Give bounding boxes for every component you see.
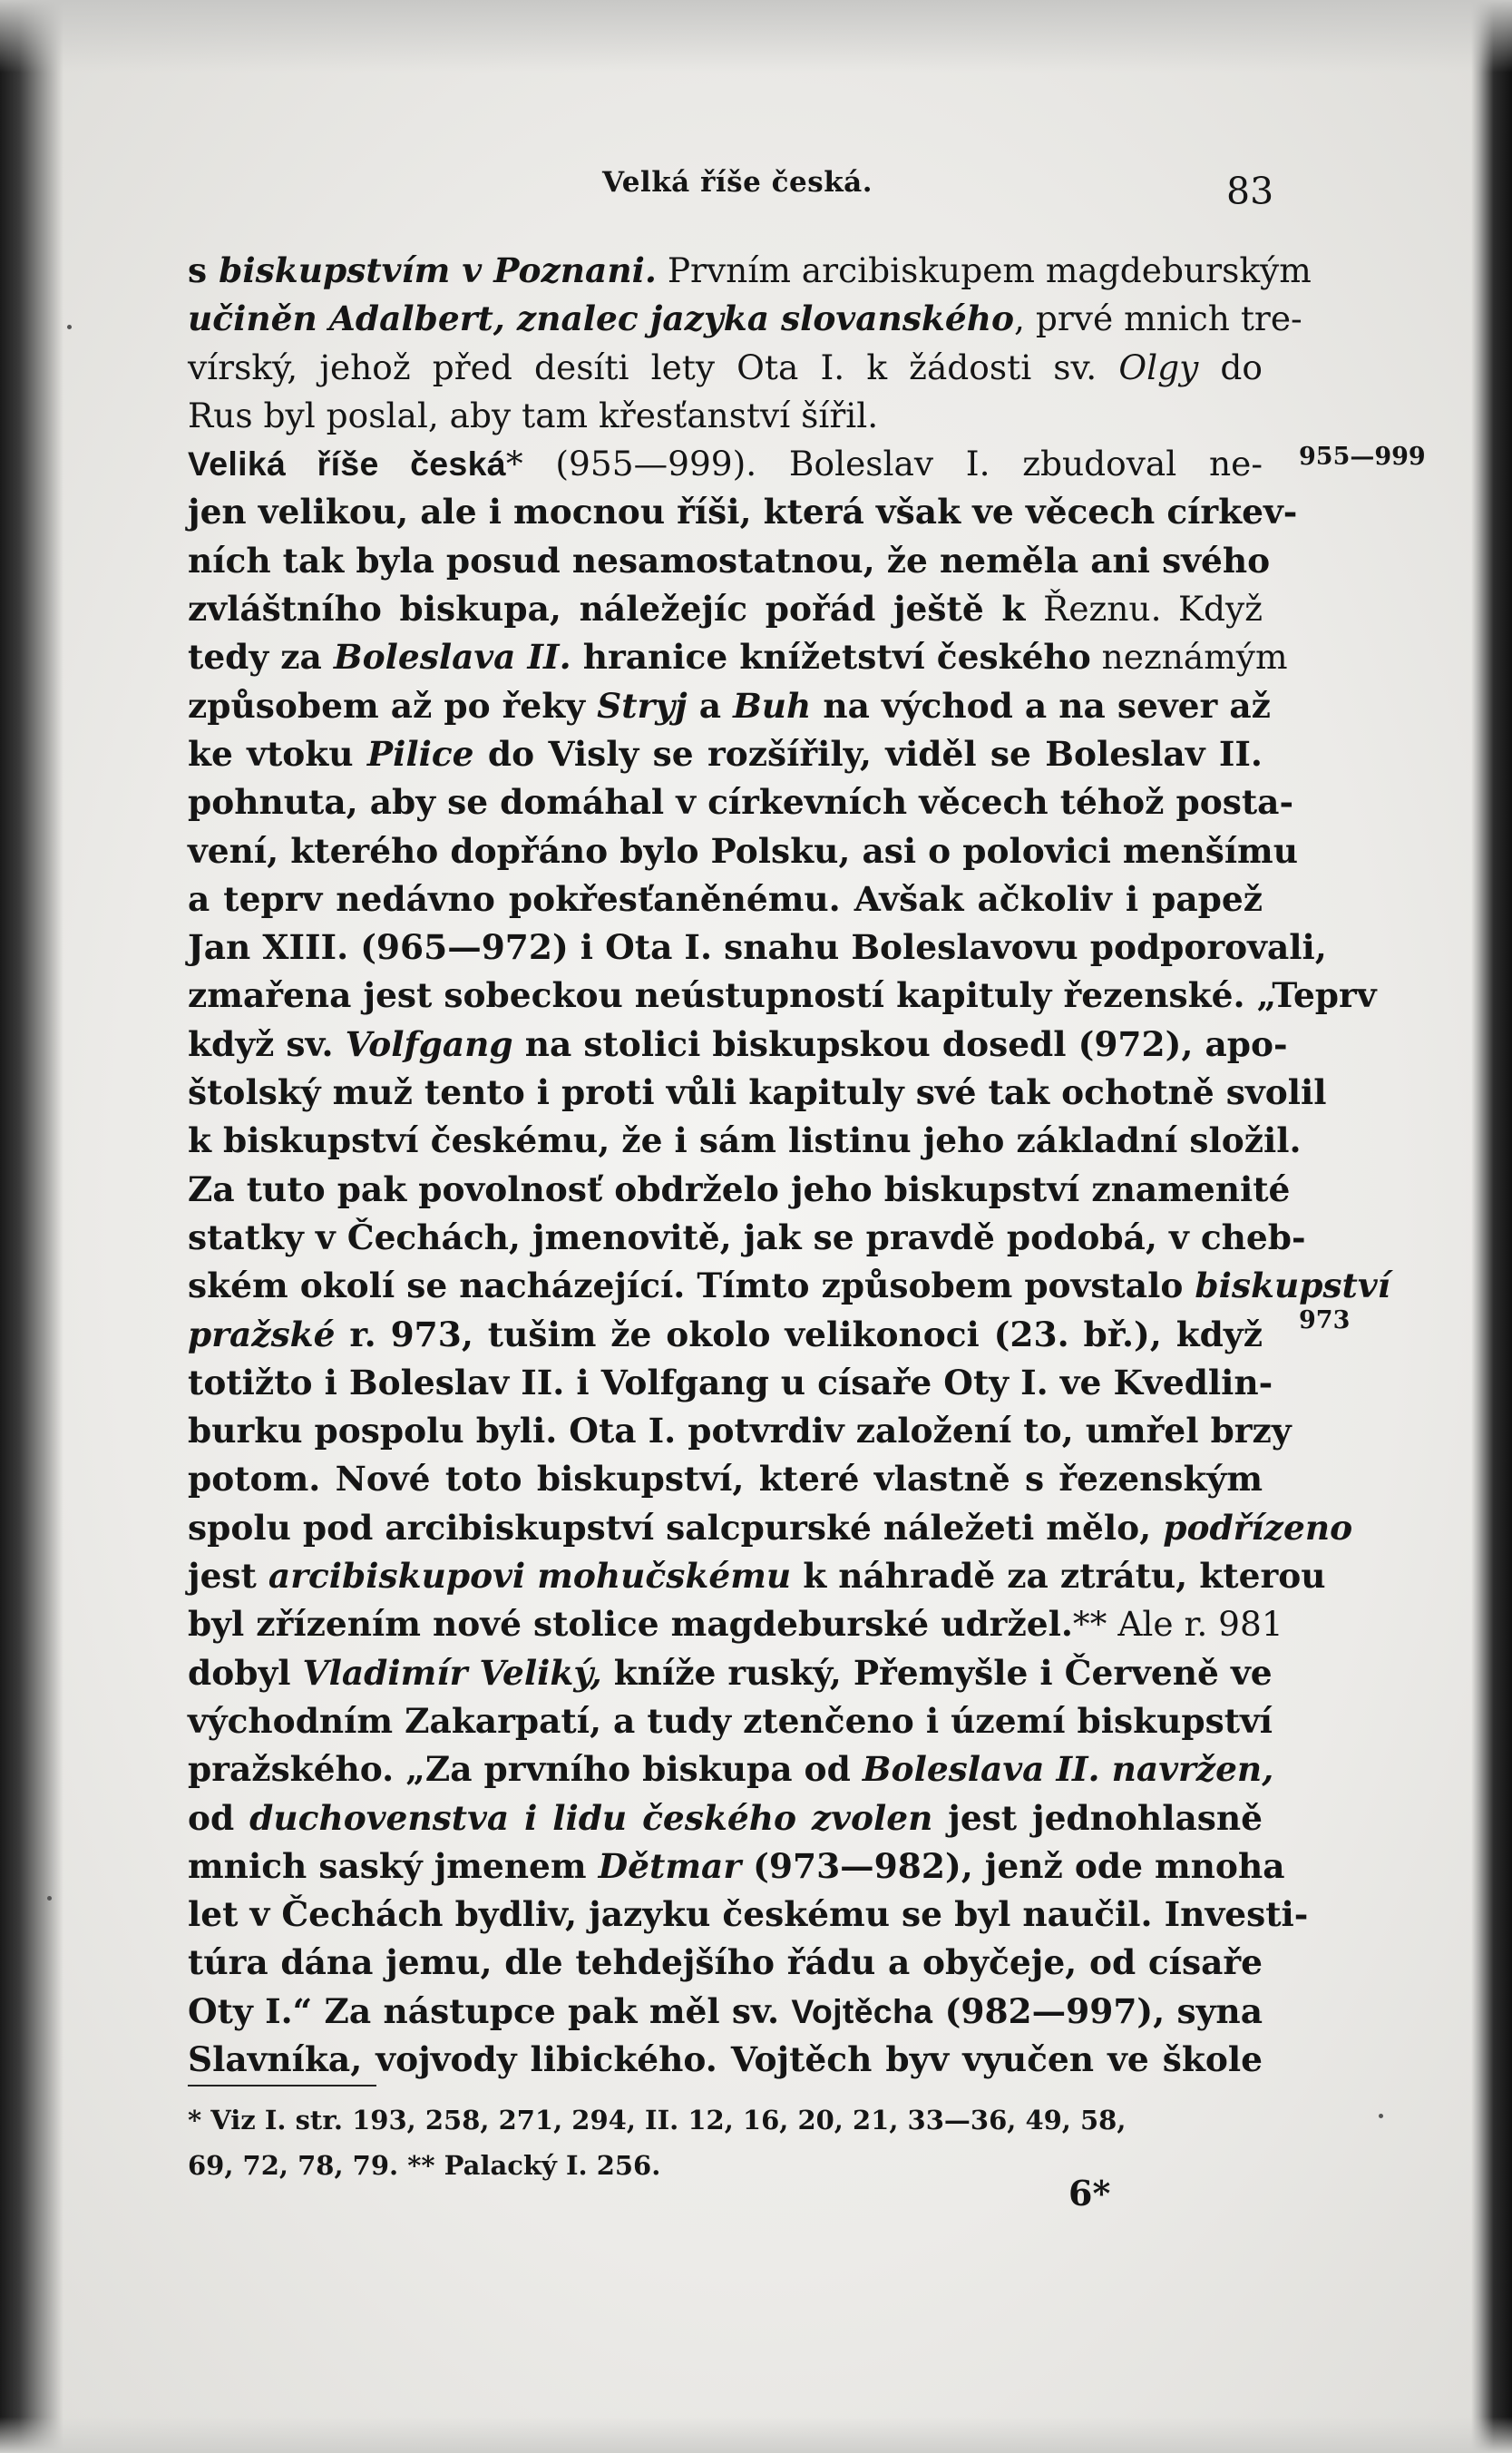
text-line bbox=[188, 1021, 1288, 1069]
text-run: biskupství bbox=[1195, 1266, 1390, 1306]
footnote-line: * Viz I. str. 193, 258, 271, 294, II. 12, 16, 20, 21, 33—36, 49, 58, bbox=[188, 2105, 1127, 2135]
text-run: na stolici biskupskou dosedl (972), apo- bbox=[512, 1023, 1288, 1064]
text-line bbox=[188, 924, 1327, 972]
text-run: pražské bbox=[188, 1314, 336, 1354]
margin-note-955-999: 955—999 bbox=[1299, 443, 1426, 471]
text-run: do Visly se rozšířily, viděl se Boleslav II. bbox=[473, 733, 1263, 774]
text-run: Slavníka, vojvody libického. Vojtěch byv vyučen ve škole bbox=[188, 2038, 1263, 2079]
text-run: Vojtěcha bbox=[791, 1991, 933, 2030]
text-line bbox=[188, 1214, 1306, 1262]
scan-edge-bottom bbox=[0, 2417, 1512, 2453]
scan-speck bbox=[1379, 2114, 1383, 2118]
text-run: Boleslava II. bbox=[333, 637, 571, 678]
text-line bbox=[188, 1939, 1263, 1987]
text-run: , prvé mnich tre- bbox=[1014, 298, 1302, 339]
text-run: ních tak byla posud nesamostatnou, že neměla ani svého bbox=[188, 540, 1271, 581]
text-run: tedy za bbox=[188, 637, 334, 678]
text-run: let v Čechách bydliv, jazyku českému se byl naučil. Investi- bbox=[188, 1894, 1309, 1935]
text-run: Za tuto pak povolnosť obdrželo jeho biskupství znamenité bbox=[188, 1168, 1291, 1209]
text-line bbox=[188, 392, 1263, 440]
text-run: (982—997), syna bbox=[932, 1990, 1263, 2031]
text-run: pražského. „Za prvního biskupa od bbox=[188, 1749, 863, 1790]
text-line bbox=[188, 1262, 1390, 1310]
scan-speck bbox=[47, 1896, 52, 1901]
text-line bbox=[188, 1504, 1353, 1552]
text-run: a bbox=[687, 685, 734, 726]
text-run: dobyl bbox=[188, 1652, 303, 1693]
text-line bbox=[188, 1552, 1326, 1600]
text-run: pohnuta, aby se domáhal v církevních věcech téhož posta- bbox=[188, 782, 1294, 823]
text-run: k náhradě za ztrátu, kterou bbox=[791, 1556, 1326, 1597]
running-title: Velká říše česká. bbox=[602, 166, 873, 199]
text-line bbox=[188, 1988, 1263, 2036]
text-run: duchovenstva i lidu českého zvolen bbox=[249, 1797, 933, 1838]
text-run: Buh bbox=[733, 685, 812, 726]
text-run: potom. Nové toto biskupství, které vlastně s řezenským bbox=[188, 1459, 1263, 1500]
text-line bbox=[188, 1407, 1292, 1455]
text-run: totižto i Boleslav II. i Volfgang u císaře Oty I. ve Kvedlin- bbox=[188, 1362, 1273, 1402]
text-line bbox=[188, 1649, 1273, 1697]
text-line bbox=[188, 1600, 1283, 1648]
text-line bbox=[188, 1697, 1273, 1745]
text-run: Pilice bbox=[366, 733, 474, 774]
page-number: 83 bbox=[1226, 170, 1274, 213]
footnote-rule bbox=[188, 2085, 376, 2087]
text-line bbox=[188, 875, 1263, 924]
text-run: Olgy bbox=[1118, 347, 1199, 387]
scan-speck bbox=[67, 325, 72, 329]
text-run: zmařena jest sobeckou neústupností kapituly řezenské. „Teprv bbox=[188, 975, 1377, 1016]
text-line bbox=[188, 1069, 1327, 1117]
text-run: (973—982), jenž ode mnoha bbox=[741, 1845, 1285, 1886]
text-run: vírský, jehož před desíti lety Ota I. k žádosti sv. bbox=[188, 347, 1119, 387]
text-run: zvláštního biskupa, náležejíc pořád ještě k bbox=[188, 589, 1044, 630]
text-run: statky v Čechách, jmenovitě, jak se pravdě podobá, v cheb- bbox=[188, 1217, 1306, 1257]
text-run: biskupstvím v Poznani. bbox=[219, 250, 657, 290]
text-line bbox=[188, 1166, 1291, 1214]
scan-edge-left bbox=[0, 0, 63, 2453]
text-run: jen velikou, ale i mocnou říši, která však ve věcech církev- bbox=[188, 492, 1298, 533]
text-run: když sv. bbox=[188, 1023, 346, 1064]
text-line bbox=[188, 2036, 1263, 2084]
text-run: Volfgang bbox=[345, 1023, 513, 1064]
text-run: jest bbox=[188, 1556, 268, 1597]
text-line bbox=[188, 247, 1312, 295]
text-line bbox=[188, 972, 1377, 1020]
text-line bbox=[188, 1794, 1263, 1842]
text-run: podřízeno bbox=[1163, 1507, 1353, 1548]
text-line bbox=[188, 1842, 1285, 1891]
text-run: ském okolí se nacházející. Tímto způsobem povstalo bbox=[188, 1266, 1195, 1306]
text-line bbox=[188, 1455, 1263, 1503]
text-line bbox=[188, 440, 1263, 488]
text-run: od bbox=[188, 1797, 250, 1838]
text-line bbox=[188, 537, 1271, 585]
text-run: Prvním arcibiskupem magdeburským bbox=[656, 250, 1312, 290]
text-line bbox=[188, 1745, 1274, 1793]
text-run: Oty I.“ Za nástupce pak měl sv. bbox=[188, 1990, 792, 2031]
text-run: s bbox=[188, 250, 219, 290]
text-run: Dětmar bbox=[598, 1845, 742, 1886]
text-run: jest jednohlasně bbox=[932, 1797, 1263, 1838]
text-run: Rus byl poslal, aby tam křesťanství šířil. bbox=[188, 395, 879, 435]
text-line bbox=[188, 730, 1263, 778]
text-run: r. 973, tušim že okolo velikonoci (23. bř.), když bbox=[335, 1314, 1263, 1354]
text-run: vení, kterého dopřáno bylo Polsku, asi o polovici menšímu bbox=[188, 830, 1299, 871]
body-text bbox=[188, 247, 1390, 2084]
text-run: hranice knížetství českého bbox=[571, 637, 1091, 678]
text-run: učiněn Adalbert, znalec jazyka slovanského bbox=[188, 298, 1015, 339]
text-run: Veliká říše česká bbox=[188, 445, 506, 484]
text-run: byl zřízením nové stolice magdeburské udržel. bbox=[188, 1604, 1073, 1645]
text-run: spolu pod arcibiskupství salcpurské náležeti mělo, bbox=[188, 1507, 1164, 1548]
text-run: * (955—999). Boleslav I. zbudoval ne- bbox=[505, 444, 1263, 484]
text-run: způsobem až po řeky bbox=[188, 685, 598, 726]
text-run: do bbox=[1198, 347, 1263, 387]
text-run: Boleslava II. navržen, bbox=[862, 1749, 1274, 1790]
text-run: Řeznu. Když bbox=[1043, 589, 1263, 630]
text-line bbox=[188, 295, 1302, 343]
text-run: kníže ruský, Přemyšle i Červeně ve bbox=[601, 1652, 1273, 1693]
text-run: k biskupství českému, že i sám listinu jeho základní složil. bbox=[188, 1120, 1302, 1161]
text-line bbox=[188, 682, 1271, 730]
text-line bbox=[188, 778, 1294, 826]
text-run: ke vtoku bbox=[188, 733, 367, 774]
text-line bbox=[188, 1117, 1302, 1165]
text-line bbox=[188, 633, 1288, 681]
text-line bbox=[188, 488, 1298, 536]
text-line bbox=[188, 1891, 1309, 1939]
text-line bbox=[188, 585, 1263, 633]
text-run: na východ a na sever až bbox=[811, 685, 1271, 726]
text-run: a teprv nedávno pokřesťaněnému. Avšak ačkoliv i papež bbox=[188, 878, 1263, 919]
text-run: túra dána jemu, dle tehdejšího řádu a obyčeje, od císaře bbox=[188, 1942, 1263, 1983]
signature-mark: 6* bbox=[1068, 2173, 1111, 2214]
text-run: neznámým bbox=[1090, 637, 1288, 678]
text-run: Jan XIII. (965—972) i Ota I. snahu Boleslavovu podporovali, bbox=[188, 927, 1327, 968]
text-run: burku pospolu byli. Ota I. potvrdiv založení to, umřel brzy bbox=[188, 1411, 1292, 1451]
text-run: východním Zakarpatí, a tudy ztenčeno i území biskupství bbox=[188, 1700, 1273, 1741]
footnote-line: 69, 72, 78, 79. ** Palacký I. 256. bbox=[188, 2150, 661, 2181]
text-run: mnich saský jmenem bbox=[188, 1845, 599, 1886]
text-line bbox=[188, 1311, 1263, 1359]
text-run: ** Ale r. 981 bbox=[1072, 1604, 1283, 1645]
scan-edge-right bbox=[1471, 0, 1512, 2453]
margin-note-973: 973 bbox=[1299, 1306, 1351, 1334]
text-line bbox=[188, 827, 1299, 875]
text-run: štolský muž tento i proti vůli kapituly své tak ochotně svolil bbox=[188, 1072, 1327, 1113]
text-line bbox=[188, 344, 1263, 392]
text-run: arcibiskupovi mohučskému bbox=[268, 1556, 792, 1597]
scan-edge-top bbox=[0, 0, 1512, 73]
text-line bbox=[188, 1359, 1273, 1407]
text-run: Stryj bbox=[597, 685, 688, 726]
text-run: Vladimír Veliký, bbox=[302, 1652, 602, 1693]
